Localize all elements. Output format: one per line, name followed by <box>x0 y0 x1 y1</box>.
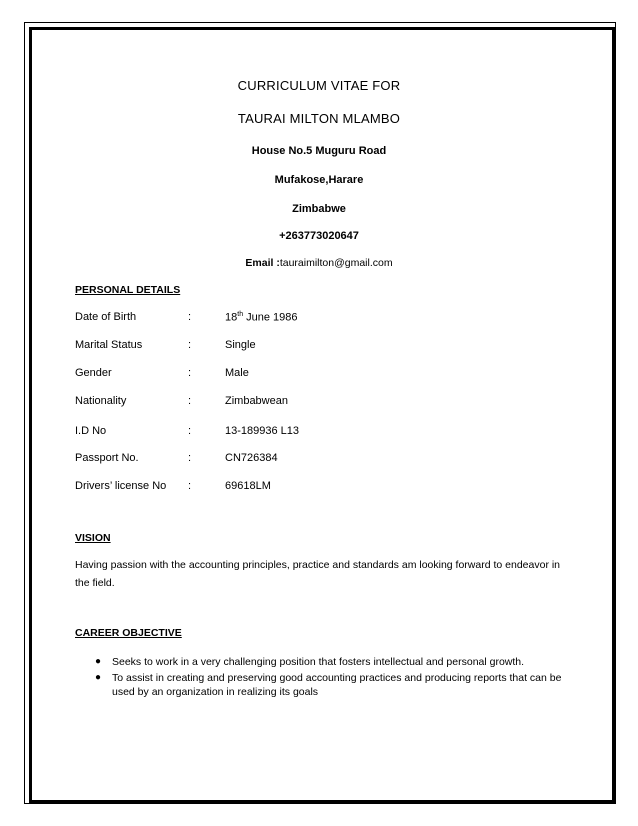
vision-text: Having passion with the accounting principles, practice and standards am looking forward to endeavor in the field. <box>75 559 561 589</box>
row-value: Single <box>225 339 256 351</box>
row-value: Zimbabwean <box>225 395 288 407</box>
bullet-icon: ● <box>95 672 102 683</box>
row-value: 69618LM <box>225 480 271 492</box>
row-separator: : <box>188 311 192 323</box>
cv-title: CURRICULUM VITAE FOR <box>237 78 401 93</box>
list-item-text: To assist in creating and preserving good accounting practices and producing reports that can be used by an organization in realizing its goals <box>112 672 562 698</box>
row-value: Male <box>225 367 249 379</box>
list-item-text: Seeks to work in a very challenging position that fosters intellectual and personal growth. <box>112 656 525 668</box>
list-item <box>75 671 570 699</box>
email-label: Email : <box>245 257 280 269</box>
row-label: Gender <box>75 367 112 379</box>
row-separator: : <box>188 425 192 437</box>
row-label: Date of Birth <box>75 311 137 323</box>
phone-number: +263773020647 <box>279 230 359 242</box>
bullet-icon: ● <box>95 656 102 667</box>
vision-heading: VISION <box>75 532 111 544</box>
row-value: 13-189936 L13 <box>225 425 300 437</box>
career-objective-list <box>75 655 570 701</box>
row-separator: : <box>188 395 192 407</box>
row-label: I.D No <box>75 425 107 437</box>
personal-details-heading: PERSONAL DETAILS <box>75 284 181 296</box>
row-label: Marital Status <box>75 339 143 351</box>
row-label: Passport No. <box>75 452 139 464</box>
row-label: Nationality <box>75 395 127 407</box>
career-objective-heading: CAREER OBJECTIVE <box>75 627 182 639</box>
address-line-2: Mufakose,Harare <box>274 174 364 186</box>
email-address: tauraimilton@gmail.com <box>279 257 393 269</box>
row-separator: : <box>188 480 192 492</box>
row-value: 18th June 1986 <box>225 311 298 324</box>
address-line-1: House No.5 Muguru Road <box>251 145 387 157</box>
applicant-name: TAURAI MILTON MLAMBO <box>237 111 401 126</box>
row-separator: : <box>188 367 192 379</box>
list-item <box>75 655 570 669</box>
row-separator: : <box>188 339 192 351</box>
row-label: Drivers’ license No <box>75 480 167 492</box>
address-country: Zimbabwe <box>292 203 346 215</box>
row-separator: : <box>188 452 192 464</box>
row-value: CN726384 <box>225 452 278 464</box>
email-line <box>0 257 638 269</box>
